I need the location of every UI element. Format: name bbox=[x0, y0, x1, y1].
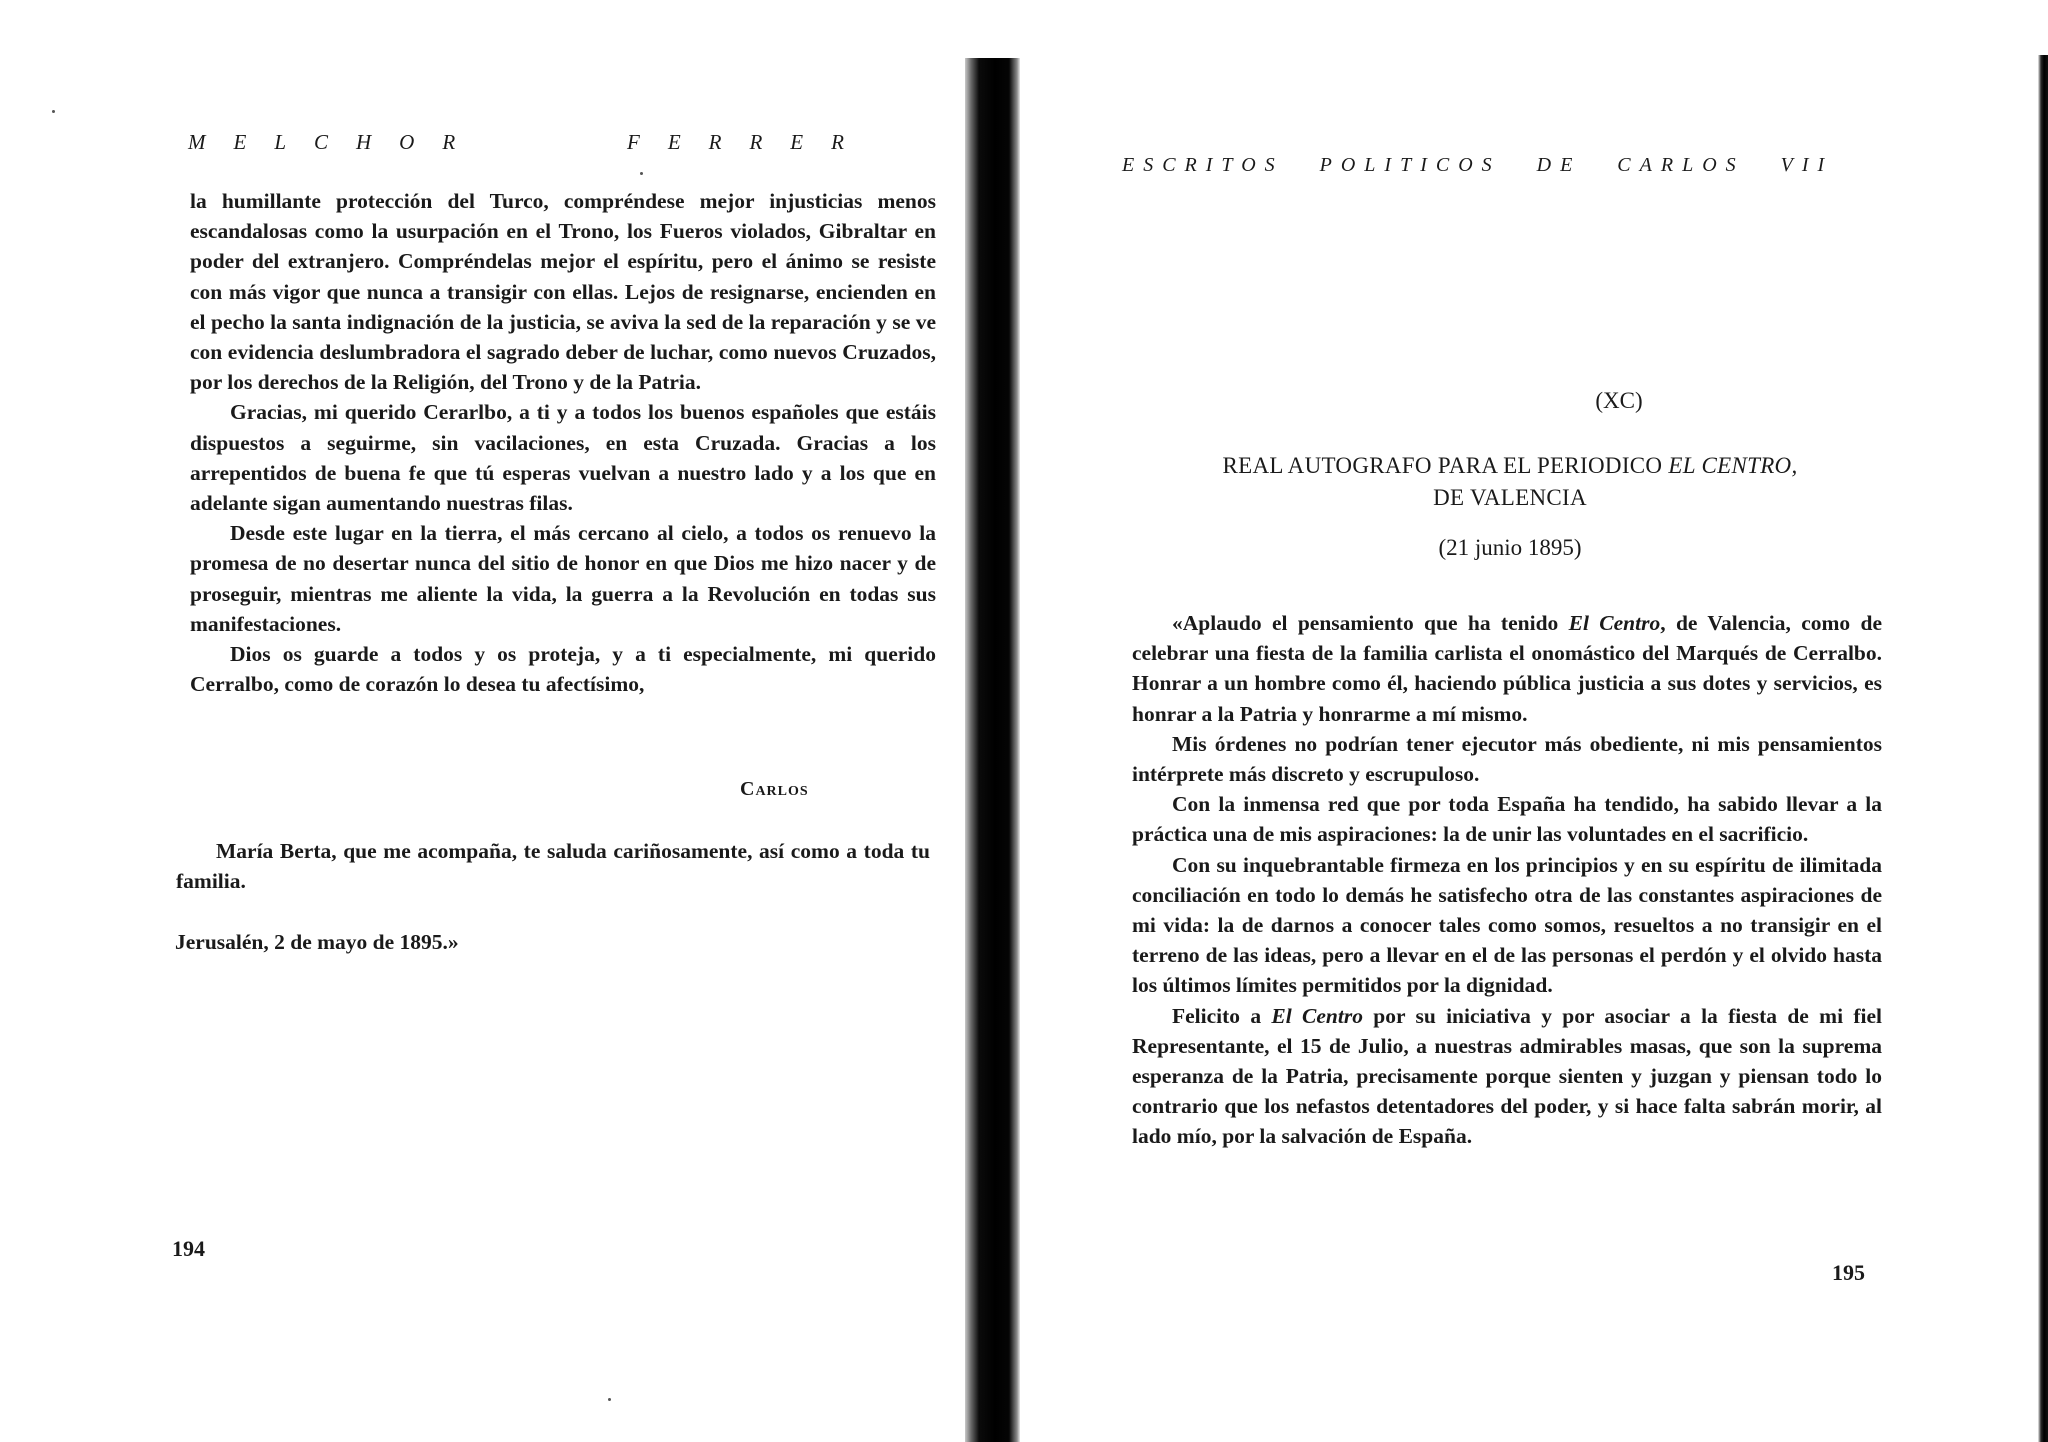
dateline: Jerusalén, 2 de mayo de 1895.» bbox=[175, 930, 459, 954]
section-number bbox=[1010, 388, 2048, 414]
article-title bbox=[1130, 450, 1890, 514]
title-line-1: REAL AUTOGRAFO PARA EL PERIODICO bbox=[1222, 453, 1669, 478]
running-head-author-first: MELCHOR bbox=[188, 130, 484, 154]
text-run: por su iniciativa y por asociar a la fiesta de mi fiel Representante, el 15 de Julio, a nuestras admirables masas, que son la suprema esperanza de la Patria, precisamente porque sienten y juzgan y piensan todo lo contrario que los nefastos detentadores del poder, y si hace falta sabrán morir, al lado mío, por la salvación de España. bbox=[1132, 1003, 1882, 1149]
scan-speck bbox=[52, 110, 55, 113]
paragraph bbox=[1132, 1001, 1882, 1152]
page-number: 194 bbox=[172, 1236, 205, 1261]
paragraph bbox=[1132, 608, 1882, 729]
text-run: , de Valencia, como de celebrar una fiesta de la familia carlista el onomástico del Marqués de Cerralbo. Honrar a un hombre como él, haciendo pública justicia a sus dotes y servicios, es honrar a la Patria y honrarme a mí mismo. bbox=[1132, 611, 1882, 726]
paragraph: Con la inmensa red que por toda España ha tendido, ha sabido llevar a la práctica una de mis aspiraciones: la de unir las voluntades en el sacrificio. bbox=[1132, 792, 1882, 847]
article-date: (21 junio 1895) bbox=[1438, 535, 1582, 560]
paragraph: Gracias, mi querido Cerarlbo, a ti y a todos los buenos españoles que estáis dispuestos a seguirme, sin vacilaciones, en esta Cruzada. Gracias a los arrepentidos de buena fe que tú esperas vuelvan a nuestro lado y a los que en adelante sigan aumentando nuestras filas. bbox=[190, 400, 936, 516]
paragraph: María Berta, que me acompaña, te saluda cariñosamente, así como a toda tu familia. bbox=[176, 839, 930, 894]
paragraph: Mis órdenes no podrían tener ejecutor más obediente, ni mis pensamientos intérprete más discreto y escrupuloso. bbox=[1132, 731, 1882, 787]
newspaper-name: El Centro bbox=[1271, 1003, 1363, 1028]
right-page bbox=[1010, 0, 2048, 1442]
postscript bbox=[176, 836, 930, 896]
left-page bbox=[0, 0, 990, 1442]
running-head-title: ESCRITOS POLITICOS DE CARLOS VII bbox=[1122, 154, 1834, 176]
running-head-author-last: FERRER bbox=[627, 130, 872, 154]
scan-speck bbox=[608, 1398, 611, 1401]
title-italic: EL CENTRO, bbox=[1668, 453, 1798, 478]
newspaper-name: El Centro bbox=[1568, 611, 1661, 635]
scan-speck bbox=[640, 172, 643, 175]
title-line-2: DE VALENCIA bbox=[1433, 485, 1587, 510]
paragraph: la humillante protección del Turco, compréndese mejor injusticias menos escandalosas como la usurpación en el Trono, los Fueros violados, Gibraltar en poder del extranjero. Compréndelas mejor el espíritu, pero el ánimo se resiste con más vigor que nunca a transigir con ellas. Lejos de resignarse, encienden en el pecho la santa indignación de la justicia, se aviva la sed de la reparación y se ve con evidencia deslumbradora el sagrado deber de luchar, como nuevos Cruzados, por los derechos de la Religión, del Trono y de la Patria. bbox=[190, 189, 936, 395]
text-run: «Aplaudo el pensamiento que ha tenido bbox=[1172, 611, 1569, 635]
section-number-text: (XC) bbox=[1595, 388, 1643, 413]
page-number: 195 bbox=[1832, 1260, 1865, 1285]
article-body bbox=[1132, 608, 1882, 1152]
signature: Carlos bbox=[740, 778, 809, 800]
letter-body bbox=[190, 186, 936, 699]
paragraph: Dios os guarde a todos y os proteja, y a ti especialmente, mi querido Cerralbo, como de corazón lo desea tu afectísimo, bbox=[190, 642, 936, 697]
paragraph: Con su inquebrantable firmeza en los principios y en su espíritu de ilimitada conciliación en todo lo demás he satisfecho otra de las constantes aspiraciones de mi vida: la de darnos a conocer tales como somos, resueltos a no transigir en el terreno de las ideas, pero a llevar en el de las personas el perdón y el olvido hasta los últimos límites permitidos por la dignidad. bbox=[1132, 852, 1882, 998]
text-run: Felicito a bbox=[1172, 1003, 1272, 1028]
paragraph: Desde este lugar en la tierra, el más cercano al cielo, a todos os renuevo la promesa de no desertar nunca del sitio de honor en que Dios me hizo nacer y de proseguir, mientras me aliente la vida, la guerra a la Revolución en todas sus manifestaciones. bbox=[190, 521, 936, 636]
